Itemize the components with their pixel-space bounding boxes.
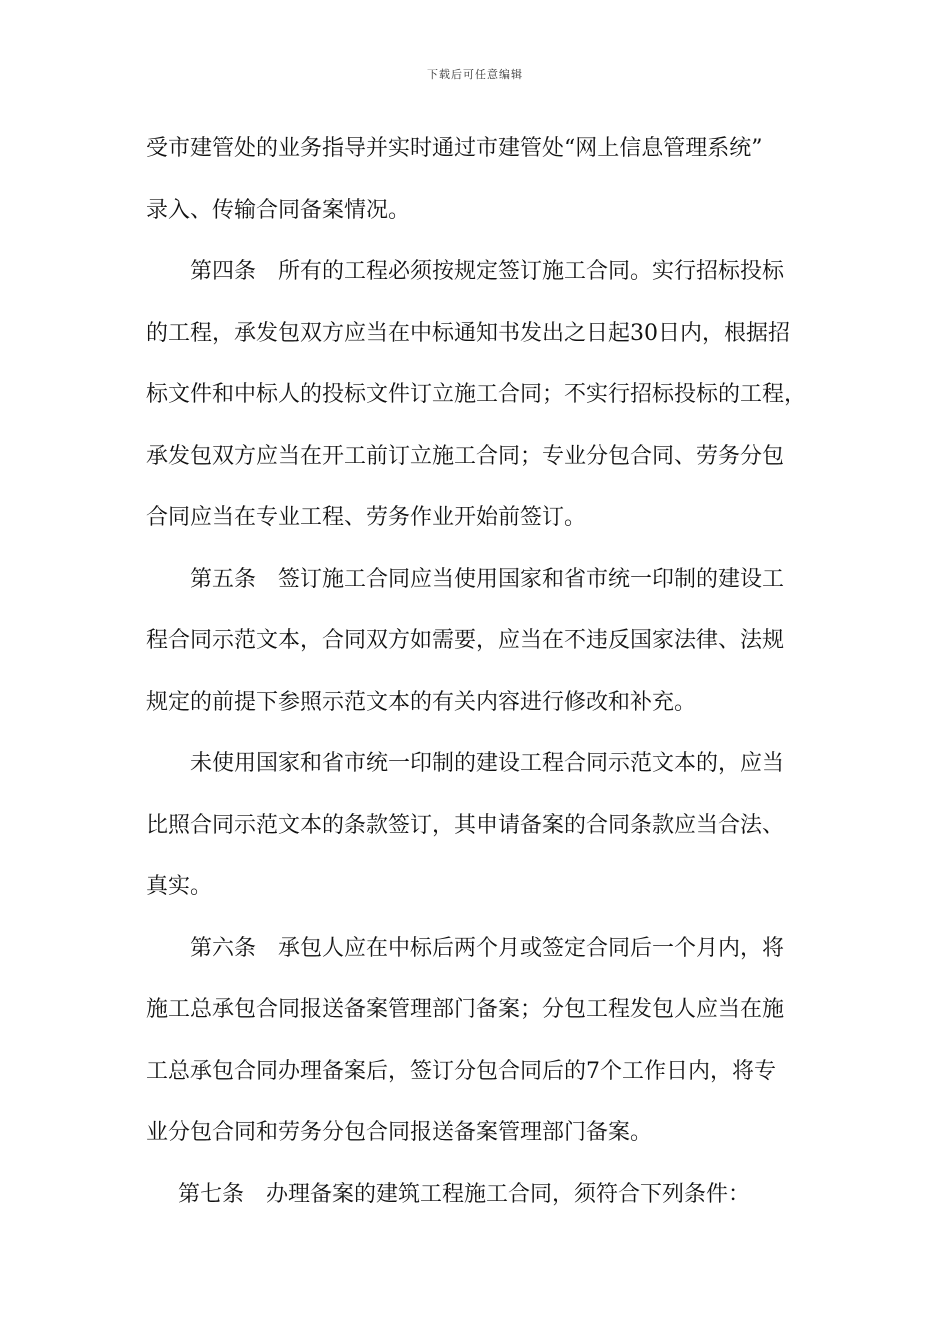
line-text: 规定的前提下参照示范文本的有关内容进行修改和补充。	[146, 689, 697, 715]
line-text: 签订施工合同应当使用国家和省市统一印制的建设工	[278, 566, 785, 592]
page-header: 下载后可任意编辑	[427, 68, 523, 81]
article-line	[146, 241, 806, 303]
line-text: 工总承包合同办理备案后，签订分包合同后的7个工作日内，将专	[146, 1058, 776, 1084]
line-text: 承发包双方应当在开工前订立施工合同；专业分包合同、劳务分包	[146, 443, 785, 469]
article-line	[146, 549, 806, 611]
text-line	[146, 1102, 806, 1164]
line-text: 所有的工程必须按规定签订施工合同。实行招标投标	[278, 259, 785, 284]
line-text: 合同应当在专业工程、劳务作业开始前签订。	[146, 505, 587, 530]
text-line	[146, 180, 806, 242]
document-body	[146, 118, 806, 1225]
article-line	[146, 1164, 806, 1226]
text-line	[146, 856, 806, 918]
line-text: 受市建管处的业务指导并实时通过市建管处“网上信息管理系统”	[146, 136, 763, 161]
article-number: 第六条	[190, 935, 257, 961]
line-text: 程合同示范文本，合同双方如需要，应当在不违反国家法律、法规	[146, 628, 785, 653]
line-text: 未使用国家和省市统一印制的建设工程合同示范文本的，应当	[190, 751, 785, 776]
line-text: 办理备案的建筑工程施工合同，须符合下列条件：	[266, 1181, 751, 1207]
article-number: 第四条	[190, 259, 257, 284]
line-text: 施工总承包合同报送备案管理部门备案；分包工程发包人应当在施	[146, 997, 785, 1022]
text-line	[146, 303, 806, 365]
text-line	[146, 672, 806, 734]
line-text: 承包人应在中标后两个月或签定合同后一个月内，将	[278, 935, 785, 961]
text-line	[146, 1041, 806, 1103]
line-text: 的工程，承发包双方应当在中标通知书发出之日起30日内，根据招	[146, 320, 790, 346]
text-line	[146, 610, 806, 672]
line-text: 真实。	[146, 874, 213, 899]
text-line	[146, 426, 806, 488]
text-line	[146, 118, 806, 180]
line-text: 业分包合同和劳务分包合同报送备案管理部门备案。	[146, 1120, 653, 1145]
text-line	[146, 795, 806, 857]
text-line	[146, 979, 806, 1041]
line-text: 录入、传输合同备案情况。	[146, 197, 411, 223]
line-text: 比照合同示范文本的条款签订，其申请备案的合同条款应当合法、	[146, 812, 785, 838]
line-text: 标文件和中标人的投标文件订立施工合同；不实行招标投标的工程，	[146, 382, 807, 407]
text-line	[146, 364, 806, 426]
paragraph-start-line	[146, 733, 806, 795]
article-line	[146, 918, 806, 980]
article-number: 第七条	[178, 1181, 245, 1207]
text-line	[146, 487, 806, 549]
article-number: 第五条	[190, 566, 257, 592]
